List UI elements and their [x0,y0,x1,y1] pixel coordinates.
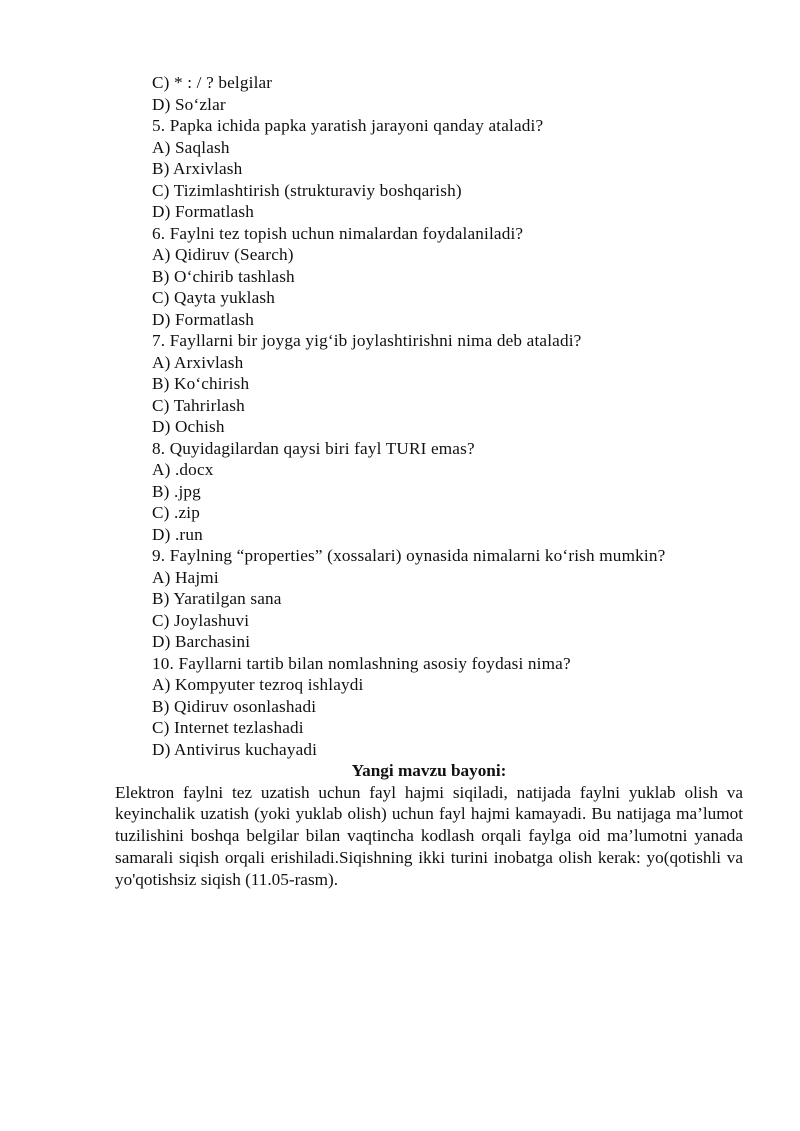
text-line: C) Joylashuvi [152,610,250,630]
text-line: C) * : / ? belgilar [152,73,273,92]
text-line: C) .zip [152,503,200,522]
text-line: B) O‘chirib tashlash [152,266,295,286]
text-line: A) Kompyuter tezroq ishlaydi [152,675,364,694]
text-line: A) Arxivlash [152,352,244,372]
question-line: 10. Fayllarni tartib bilan nomlashning asosiy foydasi nima? [152,653,571,673]
text-line: B) Arxivlash [152,159,243,178]
section-subtitle: Yangi mavzu bayoni: [351,761,507,780]
question-line: 8. Quyidagilardan qaysi biri fayl TURI emas? [152,438,475,458]
text-line: D) So‘zlar [152,94,226,114]
text-line: B) Yaratilgan sana [152,589,282,608]
body-paragraph: Elektron faylni tez uzatish uchun fayl hajmi siqiladi, natijada faylni yuklab olish va keyinchalik uzatish (yoki yuklab olish) uchun fayl hajmi kamayadi. Bu natijaga ma’lumot tuzilishini boshqa belgilar bilan vaqtincha kodlash orqali faylga oid ma’lumotni yanada samarali siqish orqali erishiladi.Siqishning ikki turini inobatga olish kerak: yo(qotishli va yo'qotishsiz siqish (11.05-rasm). [115,782,743,889]
text-line: A) Hajmi [152,567,219,587]
text-line: C) Tahrirlash [152,395,245,415]
text-line: C) Qayta yuklash [152,288,276,307]
text-line: D) .run [152,524,203,544]
text-line: D) Barchasini [152,632,251,651]
text-line: B) .jpg [152,481,201,501]
question-line: 7. Fayllarni bir joyga yig‘ib joylashtirishni nima deb ataladi? [152,331,582,350]
question-line: 5. Papka ichida papka yaratish jarayoni qanday ataladi? [152,116,544,135]
question-line: 6. Faylni tez topish uchun nimalardan foydalaniladi? [152,223,524,243]
text-line: B) Ko‘chirish [152,374,250,393]
text-line: A) .docx [152,460,214,479]
text-line: D) Ochish [152,417,225,436]
text-line: C) Internet tezlashadi [152,718,304,737]
text-line: A) Saqlash [152,137,230,157]
text-line: C) Tizimlashtirish (strukturaviy boshqarish) [152,180,462,200]
text-line: D) Antivirus kuchayadi [152,739,318,759]
text-line: D) Formatlash [152,309,255,329]
text-line: D) Formatlash [152,202,255,221]
document-content [115,72,743,890]
text-line: A) Qidiruv (Search) [152,245,294,264]
text-line: B) Qidiruv osonlashadi [152,696,317,716]
question-line: 9. Faylning “properties” (xossalari) oynasida nimalarni ko‘rish mumkin? [152,546,666,565]
